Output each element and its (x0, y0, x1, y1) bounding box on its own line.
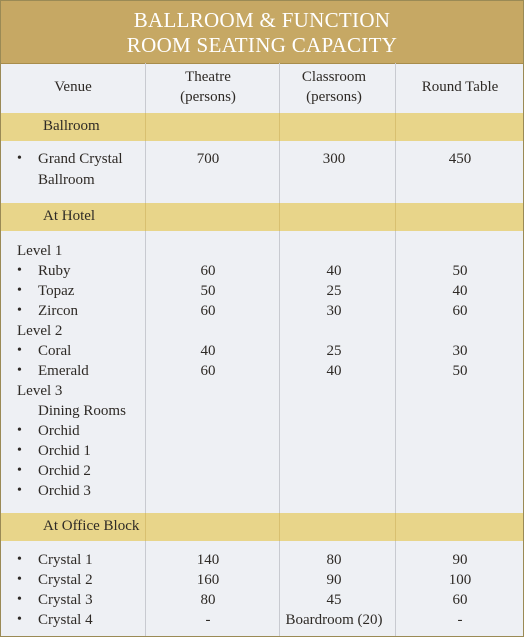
round-table-value: 40 (452, 283, 468, 299)
theatre-value: 50 (200, 283, 216, 299)
bullet-icon: • (17, 463, 22, 478)
classroom-value: 25 (326, 343, 342, 359)
round-table-value: 50 (452, 263, 468, 279)
theatre-value: 60 (200, 363, 216, 379)
section-label-ballroom: Ballroom (43, 118, 100, 134)
venue-name: Orchid 3 (38, 483, 91, 499)
round-table-value: 50 (452, 363, 468, 379)
level-heading: Level 3 (17, 383, 63, 399)
round-table-value: 30 (452, 343, 468, 359)
round-table-value: - (457, 612, 463, 628)
header-round-table: Round Table (421, 79, 499, 95)
subheading-dining-rooms: Dining Rooms (38, 403, 126, 419)
header-classroom-line2: (persons) (306, 89, 362, 105)
bullet-icon: • (17, 592, 22, 607)
theatre-value: 160 (196, 572, 220, 588)
classroom-value: 40 (326, 363, 342, 379)
round-table-value: 60 (452, 592, 468, 608)
theatre-value: 140 (196, 552, 220, 568)
title-line-2: ROOM SEATING CAPACITY (126, 33, 398, 57)
bullet-icon: • (17, 263, 22, 278)
round-table-value: 90 (452, 552, 468, 568)
section-band-office (1, 513, 523, 541)
bullet-icon: • (17, 343, 22, 358)
classroom-value: Boardroom (20) (285, 612, 383, 628)
bullet-icon: • (17, 612, 22, 627)
theatre-value: 60 (200, 303, 216, 319)
header-theatre (146, 67, 270, 107)
bullet-icon: • (17, 303, 22, 318)
classroom-value: 80 (326, 552, 342, 568)
theatre-value: 40 (200, 343, 216, 359)
section-label-hotel: At Hotel (43, 208, 96, 224)
venue-name-cont: Ballroom (38, 172, 95, 188)
venue-name: Crystal 4 (38, 612, 93, 628)
bullet-icon: • (17, 572, 22, 587)
bullet-icon: • (17, 443, 22, 458)
section-band-ballroom (1, 113, 523, 141)
round-table-value: 100 (448, 572, 472, 588)
venue-name: Orchid 1 (38, 443, 91, 459)
classroom-value: 90 (326, 572, 342, 588)
classroom-value: 25 (326, 283, 342, 299)
section-band-hotel (1, 203, 523, 231)
title-line-1: BALLROOM & FUNCTION (133, 8, 391, 32)
bullet-icon: • (17, 363, 22, 378)
header-classroom (280, 67, 388, 107)
header-theatre-line1: Theatre (185, 69, 231, 85)
header-classroom-line1: Classroom (301, 69, 367, 85)
round-table-value: 450 (448, 151, 472, 167)
header-theatre-line2: (persons) (180, 89, 236, 105)
classroom-value: 40 (326, 263, 342, 279)
venue-name: Grand Crystal (38, 151, 123, 167)
theatre-value: 60 (200, 263, 216, 279)
venue-name: Orchid (38, 423, 80, 439)
venue-name: Emerald (38, 363, 89, 379)
theatre-value: - (205, 612, 211, 628)
venue-name: Topaz (38, 283, 75, 299)
theatre-value: 80 (200, 592, 216, 608)
bullet-icon: • (17, 423, 22, 438)
bullet-icon: • (17, 552, 22, 567)
venue-name: Crystal 1 (38, 552, 93, 568)
round-table-value: 60 (452, 303, 468, 319)
venue-name: Coral (38, 343, 72, 359)
level-heading: Level 1 (17, 243, 63, 259)
venue-name: Ruby (38, 263, 71, 279)
venue-name: Orchid 2 (38, 463, 91, 479)
theatre-value: 700 (196, 151, 220, 167)
venue-name: Crystal 3 (38, 592, 93, 608)
bullet-icon: • (17, 151, 22, 166)
title-banner (1, 1, 523, 64)
bullet-icon: • (17, 483, 22, 498)
section-label-office: At Office Block (43, 518, 140, 534)
level-heading: Level 2 (17, 323, 63, 339)
venue-name: Crystal 2 (38, 572, 93, 588)
classroom-value: 30 (326, 303, 342, 319)
header-venue: Venue (54, 79, 92, 95)
classroom-value: 45 (326, 592, 342, 608)
classroom-value: 300 (322, 151, 346, 167)
bullet-icon: • (17, 283, 22, 298)
venue-name: Zircon (38, 303, 78, 319)
